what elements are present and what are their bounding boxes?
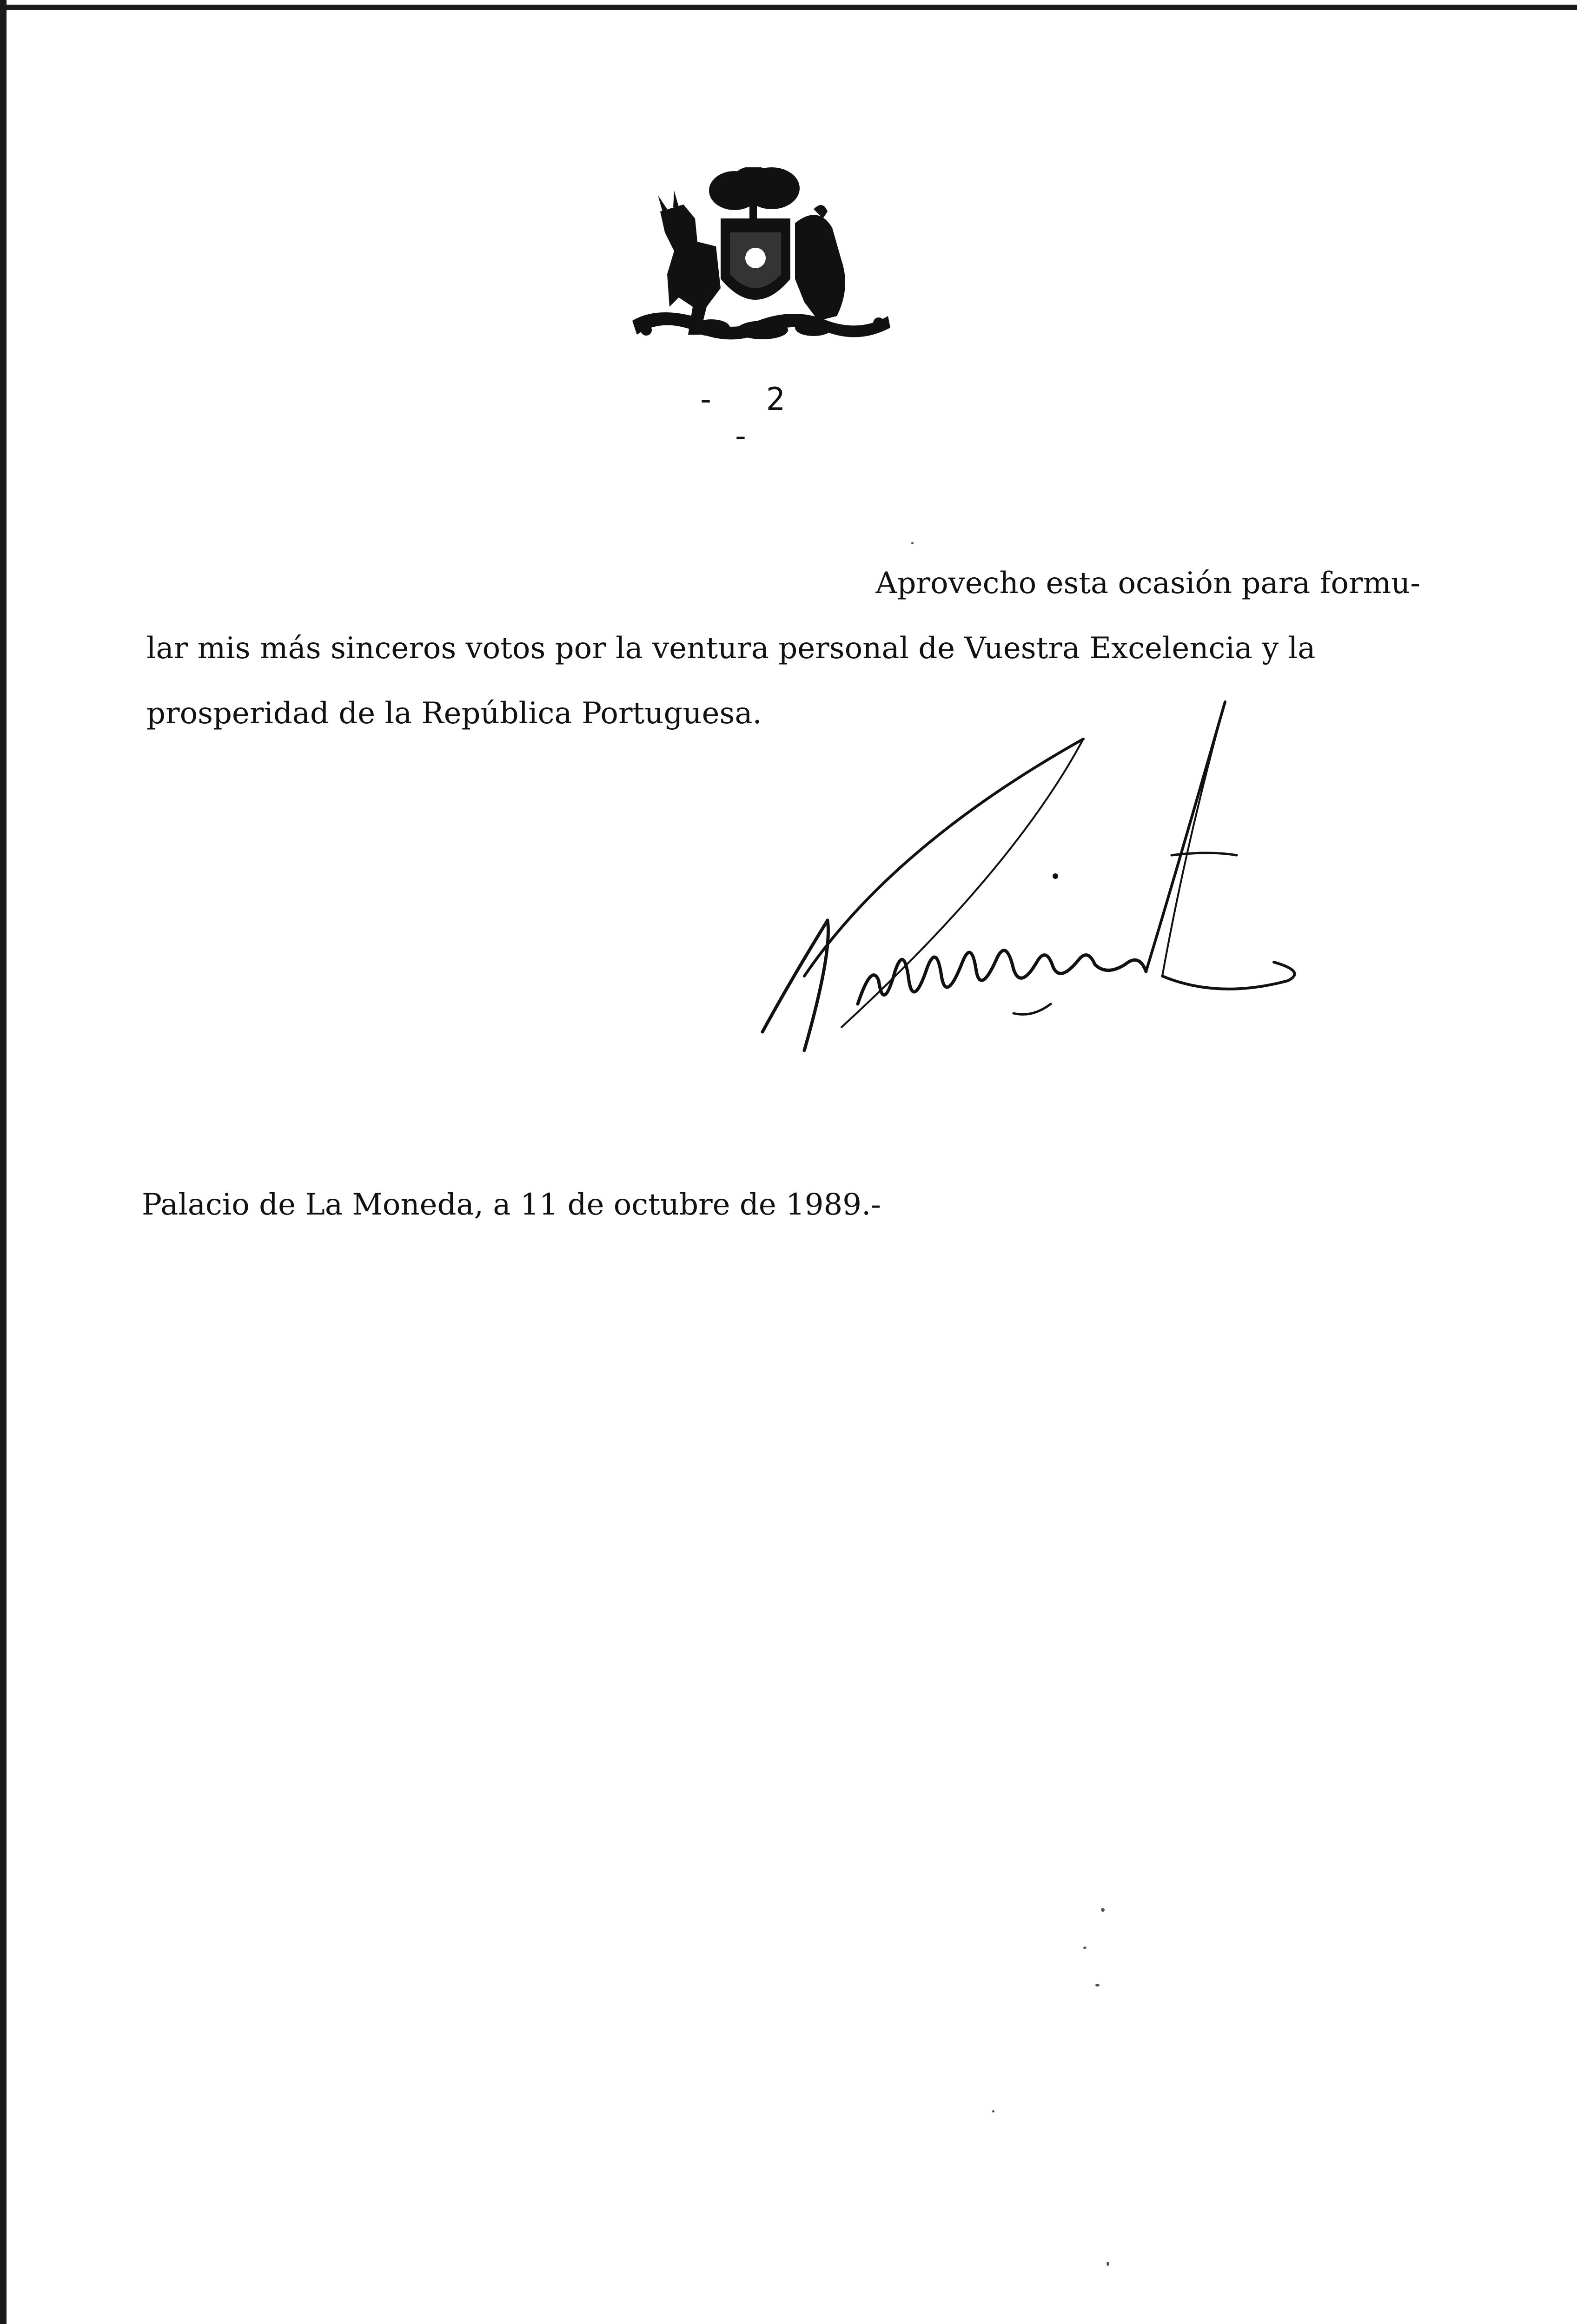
scan-speck — [1101, 1908, 1105, 1912]
closing-place-date: Palacio de La Moneda, a 11 de octubre de 1989.- — [142, 1188, 881, 1222]
scan-edge-top — [6, 5, 1577, 10]
scan-speck — [1107, 2262, 1109, 2266]
scan-speck — [1095, 1984, 1100, 1987]
coat-of-arms-icon — [618, 167, 897, 358]
body-line-2: lar mis más sinceros votos por la ventura personal de Vuestra Excelencia y la — [146, 631, 1316, 666]
body-line-3: prosperidad de la República Portuguesa. — [146, 696, 762, 731]
page-number: - 2 - — [696, 381, 801, 455]
scan-speck — [1083, 1947, 1087, 1949]
scan-edge-left — [0, 0, 7, 2324]
signature — [753, 693, 1413, 1064]
body-line-1: Aprovecho esta ocasión para formu- — [875, 566, 1420, 601]
scan-speck — [911, 542, 914, 544]
scan-speck — [992, 2110, 994, 2113]
